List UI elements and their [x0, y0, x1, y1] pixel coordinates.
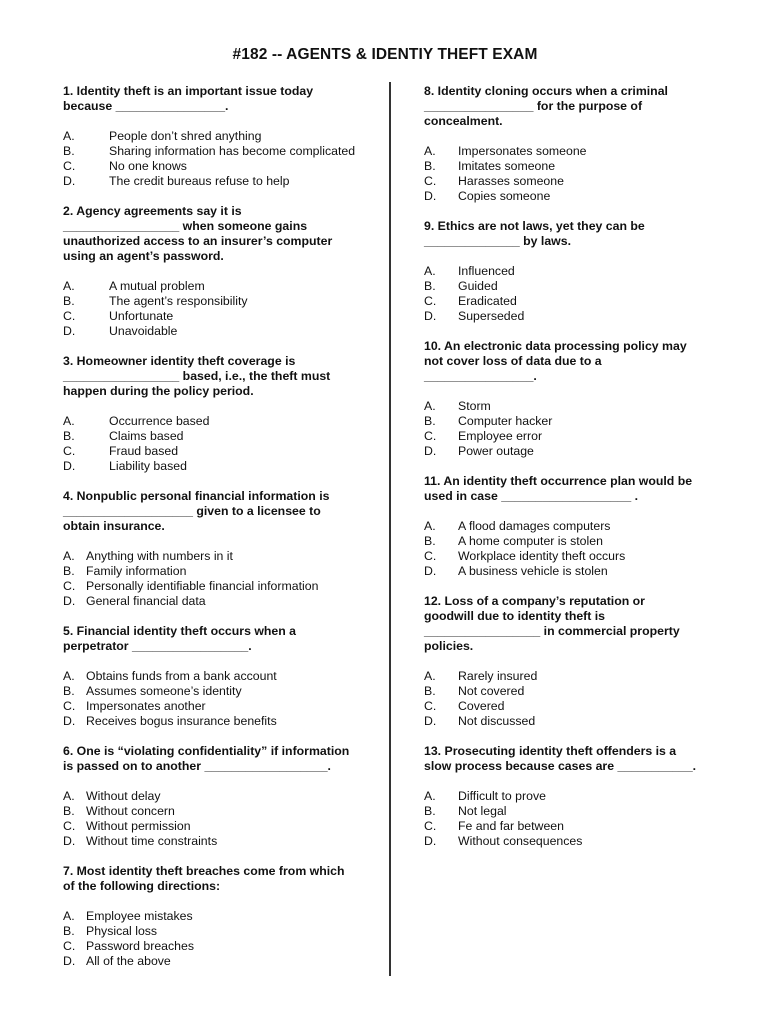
- option-text: Superseded: [458, 309, 525, 323]
- option-text: A mutual problem: [109, 279, 205, 293]
- option-letter: D.: [63, 714, 76, 728]
- option-text: Not discussed: [458, 714, 536, 728]
- answer-option[interactable]: [424, 714, 724, 729]
- answer-options: [63, 549, 373, 609]
- option-letter: A.: [63, 909, 75, 923]
- option-text: Employee error: [458, 429, 543, 443]
- option-letter: A.: [63, 549, 75, 563]
- question-1: [63, 84, 373, 189]
- option-text: Claims based: [109, 429, 184, 443]
- answer-options: [424, 789, 724, 849]
- answer-option[interactable]: [424, 279, 724, 294]
- option-text: Eradicated: [458, 294, 517, 308]
- option-letter: A.: [63, 414, 75, 428]
- question-12: [424, 594, 724, 729]
- option-letter: B.: [63, 804, 75, 818]
- answer-option[interactable]: [424, 819, 724, 834]
- option-letter: A.: [424, 144, 436, 158]
- option-letter: C.: [424, 294, 437, 308]
- answer-option[interactable]: [424, 174, 724, 189]
- option-letter: A.: [63, 789, 75, 803]
- answer-options: [424, 519, 724, 579]
- option-letter: C.: [63, 159, 76, 173]
- option-text: Occurrence based: [109, 414, 210, 428]
- option-letter: D.: [63, 174, 76, 188]
- option-letter: C.: [63, 309, 76, 323]
- answer-option[interactable]: [63, 279, 373, 294]
- option-text: Family information: [86, 564, 187, 578]
- answer-option[interactable]: [424, 159, 724, 174]
- answer-option[interactable]: [63, 579, 373, 594]
- option-letter: D.: [424, 834, 437, 848]
- answer-options: [424, 399, 724, 459]
- question-text: 13. Prosecuting identity theft offenders is a slow process because cases are ___________.: [424, 744, 697, 773]
- option-letter: B.: [63, 924, 75, 938]
- option-letter: A.: [63, 279, 75, 293]
- option-letter: B.: [63, 564, 75, 578]
- option-text: Assumes someone’s identity: [86, 684, 242, 698]
- option-text: Personally identifiable financial information: [86, 579, 319, 593]
- option-text: Anything with numbers in it: [86, 549, 233, 563]
- answer-option[interactable]: [424, 144, 724, 159]
- option-letter: C.: [63, 444, 76, 458]
- answer-option[interactable]: [424, 189, 724, 204]
- answer-option[interactable]: [424, 834, 724, 849]
- answer-option[interactable]: [424, 264, 724, 279]
- option-text: A business vehicle is stolen: [458, 564, 608, 578]
- question-5: [63, 624, 373, 729]
- option-text: Impersonates another: [86, 699, 206, 713]
- option-letter: C.: [63, 819, 76, 833]
- answer-option[interactable]: [63, 549, 373, 564]
- answer-option[interactable]: [63, 939, 373, 954]
- option-text: Obtains funds from a bank account: [86, 669, 277, 683]
- answer-options: [63, 129, 373, 189]
- answer-option[interactable]: [63, 819, 373, 834]
- answer-option[interactable]: [63, 294, 373, 309]
- option-text: All of the above: [86, 954, 171, 968]
- answer-option[interactable]: [424, 684, 724, 699]
- option-text: Liability based: [109, 459, 187, 473]
- option-text: Without permission: [86, 819, 191, 833]
- answer-option[interactable]: [63, 714, 373, 729]
- option-letter: B.: [424, 414, 436, 428]
- question-text: 9. Ethics are not laws, yet they can be ______________ by laws.: [424, 219, 645, 248]
- question-text: 10. An electronic data processing policy may not cover loss of data due to a ________________.: [424, 339, 687, 383]
- option-letter: A.: [424, 669, 436, 683]
- answer-option[interactable]: [63, 804, 373, 819]
- question-13: [424, 744, 724, 849]
- option-text: A flood damages computers: [458, 519, 611, 533]
- right-column: [424, 84, 724, 864]
- option-text: Harasses someone: [458, 174, 564, 188]
- question-6: [63, 744, 373, 849]
- answer-option[interactable]: [63, 429, 373, 444]
- option-text: Physical loss: [86, 924, 158, 938]
- answer-option[interactable]: [424, 519, 724, 534]
- option-text: Workplace identity theft occurs: [458, 549, 626, 563]
- option-text: No one knows: [109, 159, 187, 173]
- option-text: Imitates someone: [458, 159, 556, 173]
- answer-option[interactable]: [424, 399, 724, 414]
- option-letter: B.: [63, 429, 75, 443]
- option-letter: D.: [424, 714, 437, 728]
- answer-options: [424, 264, 724, 324]
- question-text: 2. Agency agreements say it is _________________ when someone gains unauthorized access to an insurer’s computer using an agent’s password.: [63, 204, 333, 263]
- exam-title: #182 -- AGENTS & IDENTIY THEFT EXAM: [232, 46, 538, 63]
- question-text: 6. One is “violating confidentiality” if information is passed on to another __________________.: [63, 744, 350, 773]
- option-text: Receives bogus insurance benefits: [86, 714, 277, 728]
- answer-option[interactable]: [63, 159, 373, 174]
- answer-option[interactable]: [63, 684, 373, 699]
- question-text: 5. Financial identity theft occurs when a perpetrator _________________.: [63, 624, 297, 653]
- option-text: Sharing information has become complicated: [109, 144, 356, 158]
- option-text: Without consequences: [458, 834, 583, 848]
- option-text: Influenced: [458, 264, 515, 278]
- option-text: General financial data: [86, 594, 206, 608]
- question-4: [63, 489, 373, 609]
- option-letter: D.: [424, 444, 437, 458]
- option-text: Not legal: [458, 804, 507, 818]
- option-text: Without delay: [86, 789, 161, 803]
- answer-option[interactable]: [63, 789, 373, 804]
- option-letter: B.: [424, 804, 436, 818]
- option-text: Fraud based: [109, 444, 179, 458]
- option-letter: C.: [63, 579, 76, 593]
- answer-option[interactable]: [424, 414, 724, 429]
- option-text: Rarely insured: [458, 669, 538, 683]
- option-text: Unfortunate: [109, 309, 174, 323]
- option-text: Power outage: [458, 444, 534, 458]
- option-letter: A.: [424, 264, 436, 278]
- answer-option[interactable]: [63, 459, 373, 474]
- option-letter: D.: [63, 834, 76, 848]
- question-10: [424, 339, 724, 459]
- option-letter: D.: [424, 189, 437, 203]
- option-letter: D.: [424, 564, 437, 578]
- answer-option[interactable]: [424, 309, 724, 324]
- option-text: Computer hacker: [458, 414, 553, 428]
- option-letter: D.: [63, 594, 76, 608]
- option-text: Employee mistakes: [86, 909, 193, 923]
- question-8: [424, 84, 724, 204]
- question-text: 1. Identity theft is an important issue today because ________________.: [63, 84, 314, 113]
- answer-options: [63, 909, 373, 969]
- answer-option[interactable]: [63, 834, 373, 849]
- question-text: 12. Loss of a company’s reputation or goodwill due to identity theft is _________________ in commercial property policies.: [424, 594, 680, 653]
- option-letter: B.: [424, 159, 436, 173]
- question-text: 7. Most identity theft breaches come from which of the following directions:: [63, 864, 345, 893]
- answer-option[interactable]: [424, 789, 724, 804]
- answer-options: [63, 279, 373, 339]
- question-11: [424, 474, 724, 579]
- answer-option[interactable]: [63, 144, 373, 159]
- option-letter: C.: [424, 429, 437, 443]
- answer-option[interactable]: [424, 534, 724, 549]
- option-text: The agent’s responsibility: [109, 294, 248, 308]
- option-letter: D.: [63, 459, 76, 473]
- answer-options: [63, 789, 373, 849]
- option-letter: A.: [63, 129, 75, 143]
- option-text: Without time constraints: [86, 834, 218, 848]
- option-letter: A.: [424, 789, 436, 803]
- option-text: Impersonates someone: [458, 144, 587, 158]
- answer-option[interactable]: [63, 309, 373, 324]
- option-text: Without concern: [86, 804, 175, 818]
- option-text: People don’t shred anything: [109, 129, 262, 143]
- answer-option[interactable]: [63, 174, 373, 189]
- answer-option[interactable]: [63, 954, 373, 969]
- answer-option[interactable]: [424, 549, 724, 564]
- question-text: 4. Nonpublic personal financial information is ___________________ given to a licensee to obtain insurance.: [63, 489, 330, 533]
- option-letter: A.: [424, 399, 436, 413]
- option-text: Not covered: [458, 684, 525, 698]
- question-text: 11. An identity theft occurrence plan would be used in case ___________________ .: [424, 474, 693, 503]
- answer-option[interactable]: [63, 909, 373, 924]
- answer-option[interactable]: [63, 564, 373, 579]
- answer-option[interactable]: [63, 924, 373, 939]
- answer-option[interactable]: [63, 129, 373, 144]
- answer-option[interactable]: [63, 444, 373, 459]
- answer-options: [63, 414, 373, 474]
- option-text: Difficult to prove: [458, 789, 546, 803]
- question-text: 8. Identity cloning occurs when a criminal ________________ for the purpose of concealment.: [424, 84, 668, 128]
- option-letter: C.: [63, 939, 76, 953]
- answer-option[interactable]: [424, 429, 724, 444]
- answer-options: [424, 144, 724, 204]
- option-letter: C.: [424, 819, 437, 833]
- option-letter: B.: [424, 279, 436, 293]
- answer-option[interactable]: [424, 294, 724, 309]
- option-text: The credit bureaus refuse to help: [109, 174, 290, 188]
- question-text: 3. Homeowner identity theft coverage is _________________ based, i.e., the theft must happen during the policy period.: [63, 354, 331, 398]
- option-text: Guided: [458, 279, 498, 293]
- answer-option[interactable]: [63, 324, 373, 339]
- option-letter: C.: [63, 699, 76, 713]
- answer-option[interactable]: [63, 594, 373, 609]
- answer-option[interactable]: [424, 564, 724, 579]
- answer-option[interactable]: [63, 699, 373, 714]
- option-letter: C.: [424, 174, 437, 188]
- question-2: [63, 204, 373, 339]
- option-letter: B.: [63, 684, 75, 698]
- answer-option[interactable]: [424, 699, 724, 714]
- answer-option[interactable]: [63, 414, 373, 429]
- answer-option[interactable]: [424, 444, 724, 459]
- option-text: Storm: [458, 399, 491, 413]
- option-letter: C.: [424, 699, 437, 713]
- answer-option[interactable]: [424, 669, 724, 684]
- option-text: Unavoidable: [109, 324, 178, 338]
- option-letter: D.: [63, 954, 76, 968]
- answer-options: [63, 669, 373, 729]
- option-text: Copies someone: [458, 189, 551, 203]
- option-text: Fe and far between: [458, 819, 564, 833]
- question-9: [424, 219, 724, 324]
- option-text: A home computer is stolen: [458, 534, 603, 548]
- column-divider: [389, 82, 391, 976]
- option-letter: A.: [424, 519, 436, 533]
- answer-option[interactable]: [63, 669, 373, 684]
- answer-options: [424, 669, 724, 729]
- option-letter: D.: [424, 309, 437, 323]
- option-letter: A.: [63, 669, 75, 683]
- option-text: Covered: [458, 699, 505, 713]
- option-letter: B.: [63, 294, 75, 308]
- left-column: [63, 84, 373, 984]
- option-letter: B.: [424, 534, 436, 548]
- answer-option[interactable]: [424, 804, 724, 819]
- option-letter: C.: [424, 549, 437, 563]
- option-letter: B.: [424, 684, 436, 698]
- option-letter: B.: [63, 144, 75, 158]
- question-7: [63, 864, 373, 969]
- option-letter: D.: [63, 324, 76, 338]
- option-text: Password breaches: [86, 939, 194, 953]
- question-3: [63, 354, 373, 474]
